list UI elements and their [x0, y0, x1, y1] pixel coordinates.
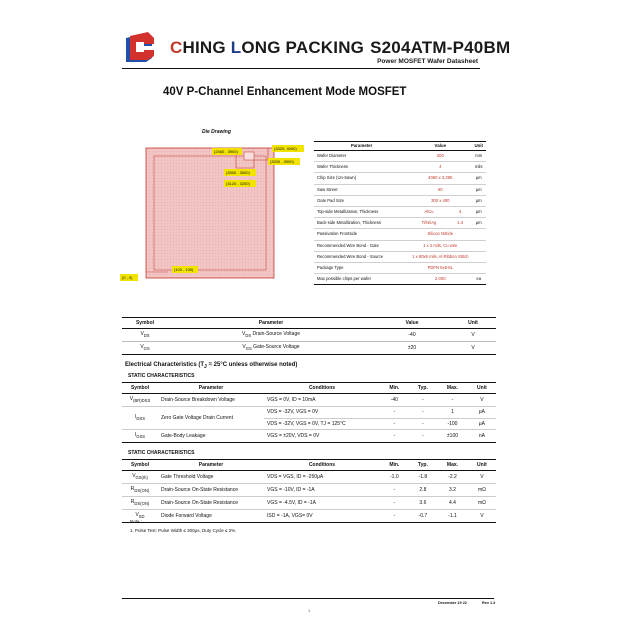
wafer-spec-table [314, 141, 486, 285]
table-row: $V_{GS}$ $V_{GS}$ Gate-Source Voltage ±20 V [122, 342, 496, 355]
die-label-6: (100 , 100) [174, 267, 194, 272]
col-header: Parameter [168, 318, 374, 329]
table-row: $V_{(BR)DSS}$ Drain-Source Breakdown Voltage VGS = 0V, ID = 10mA -40 - - V [122, 394, 496, 407]
table-row: VDS = -32V, VGS = 0V, TJ = 125°C - - -100 μA [122, 418, 496, 430]
table-row: $I_{GSS}$ Gate-Body Leakage VGS = ±20V, VDS = 0V - - ±100 nA [122, 430, 496, 443]
page-title: 40V P-Channel Enhancement Mode MOSFET [163, 86, 407, 98]
table-row: $R_{DS(ON)}$ Drain-Source On-State Resistance VGS = -4.5V, ID = -1A - 3.6 4.4 mΩ [122, 497, 496, 510]
table-row: Back-side Metallization, Thickness Ti/Ni/Ag 1.4 μm [314, 218, 486, 229]
company-logo [122, 32, 158, 64]
footer-date: December 19 22 [438, 601, 467, 605]
die-outline [146, 148, 274, 278]
table-row: Wafer Thickness 4 mils [314, 162, 486, 173]
col-header: Max. [437, 383, 468, 394]
col-header: Parameter [314, 142, 409, 151]
footer-revision: Rev 1.3 [482, 601, 496, 605]
col-header: Parameter [158, 460, 264, 471]
table-row: Chip Size (Un-Sawn) 4060 x 3,380 μm [314, 173, 486, 184]
col-header: Min. [380, 460, 409, 471]
part-number: S204ATM-P40BM [370, 38, 511, 57]
absolute-ratings-table [122, 317, 496, 355]
static-characteristics-table-2 [122, 459, 496, 523]
table-row: Passivation Frontside Silicon Nitride [314, 229, 486, 240]
electrical-section-title: Electrical Characteristics ($T_J = 25^\circ C$ unless otherwise noted) [125, 362, 298, 371]
table-row: Recommended Wire Bond - Gate 1 x 2 mils, Cu wire [314, 240, 486, 251]
die-label-2: (3320, 4000) [274, 146, 297, 151]
die-drawing-title: Die Drawing [202, 129, 231, 135]
col-header: Symbol [122, 460, 158, 471]
static-characteristics-title-2: STATIC CHARACTERISTICS [128, 450, 195, 456]
table-row: $R_{DS(ON)}$ Drain-Source On-State Resistance VGS = -10V, ID = -1A - 2.8 3.2 mΩ [122, 484, 496, 497]
col-header: Value [374, 318, 450, 329]
die-label-4: (2800 , 3500) [226, 170, 250, 175]
header-divider [122, 68, 480, 69]
company-name: CHING LONG PACKING S204ATM-P40BM [170, 38, 511, 57]
col-header: Min. [380, 383, 409, 394]
col-header: Symbol [122, 383, 158, 394]
die-label-5: (3120 , 3200) [226, 181, 250, 186]
col-header: Unit [450, 318, 496, 329]
die-label-3: (3200 , 3900) [270, 159, 294, 164]
col-header: Conditions [264, 460, 380, 471]
col-header: Symbol [122, 318, 168, 329]
table-row: Package Type PDFN 5x6-8L [314, 262, 486, 273]
col-header: Unit [468, 460, 496, 471]
static-characteristics-title: STATIC CHARACTERISTICS [128, 373, 195, 379]
col-header: Unit [471, 142, 486, 151]
die-label-7: (0 , 0) [122, 275, 133, 280]
table-row: $V_{GS(th)}$ Gate Threshold Voltage VDS = VGS, ID = -250μA -1.0 -1.8 -2.2 V [122, 471, 496, 484]
col-header: Unit [468, 383, 496, 394]
footer-divider [122, 598, 494, 599]
table-row: Wafer Diameter 200 mm [314, 151, 486, 162]
col-header: Value [409, 142, 471, 151]
col-header: Typ. [409, 383, 438, 394]
die-drawing [118, 138, 308, 286]
table-row: Max possible chips per wafer 2,000 ea [314, 274, 486, 285]
col-header: Conditions [264, 383, 380, 394]
static-characteristics-table [122, 382, 496, 443]
table-row: $I_{DSS}$ Zero Gate Voltage Drain Current VDS = -32V, VGS = 0V - - 1 μA [122, 407, 496, 419]
col-header: Max. [437, 460, 468, 471]
col-header: Typ. [409, 460, 438, 471]
table-row: $V_{DS}$ $V_{DS}$ Drain-Source Voltage -40 V [122, 329, 496, 342]
table-row: Top-side Metallization, Thickness AlCu 4 μm [314, 206, 486, 217]
die-label-1: (2460 , 3900) [214, 149, 238, 154]
datasheet-subtitle: Power MOSFET Wafer Datasheet [377, 58, 478, 65]
page-number: 1 [308, 608, 311, 613]
gate-pad [244, 152, 254, 160]
note-item: 1. Pulse Test: Pulse Width ≤ 300μs, Duty Cycle ≤ 2%. [130, 528, 237, 533]
table-row: Recommended Wire Bond - Source 1 x 80x6 mils, Al Ribbon Stitch [314, 251, 486, 262]
note-label: Note : [130, 519, 143, 524]
table-row: Gate Pad Size 300 x 400 μm [314, 195, 486, 206]
table-row: $V_{SD}$ Diode Forward Voltage ISD = -1A, VGS= 0V - -0.7 -1.1 V [122, 510, 496, 523]
col-header: Parameter [158, 383, 264, 394]
table-row: Saw Street 60 μm [314, 184, 486, 195]
